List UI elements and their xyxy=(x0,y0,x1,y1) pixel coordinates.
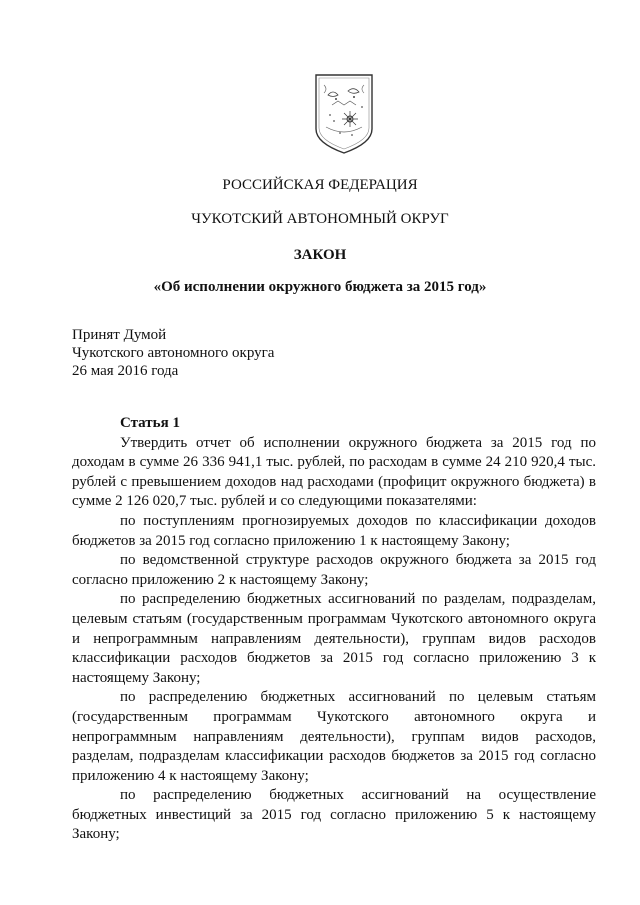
adoption-line-1: Принят Думой xyxy=(72,327,167,343)
country-heading: РОССИЙСКАЯ ФЕДЕРАЦИЯ xyxy=(222,177,418,193)
document-type-heading: ЗАКОН xyxy=(293,247,347,263)
article-title: Статья 1 xyxy=(120,415,180,431)
article-paragraph-2: по поступлениям прогнозируемых доходов по классификации доходов бюджетов за 2015 год согласно приложению 1 к настоящему Закону; xyxy=(72,512,596,549)
article-paragraph-6: по распределению бюджетных ассигнований на осуществление бюджетных инвестиций за 2015 год согласно приложению 5 к настоящему Закону; xyxy=(72,787,596,843)
adoption-block xyxy=(72,326,372,380)
law-title: «Об исполнении окружного бюджета за 2015 год» xyxy=(153,279,487,295)
article-paragraph-4: по распределению бюджетных ассигнований по разделам, подразделам, целевым статьям (государственным программам Чукотского автономного округа и непрограммным направлениям деятельности), группам видов расходов классификации расходов бюджетов за 2015 год согласно приложению 3 к настоящему Закону; xyxy=(72,591,596,686)
adoption-line-2: Чукотского автономного округа xyxy=(72,345,275,361)
article-paragraph-5: по распределению бюджетных ассигнований по целевым статьям (государственным программам Чукотского автономного округа и непрограммным направлениям деятельности), группам видов расходов, разделам, подразделам классификации расходов бюджетов за 2015 год согласно приложению 4 к настоящему Закону; xyxy=(72,689,596,784)
coat-of-arms-icon xyxy=(312,73,376,155)
region-heading: ЧУКОТСКИЙ АВТОНОМНЫЙ ОКРУГ xyxy=(191,211,449,227)
adoption-date: 26 мая 2016 года xyxy=(72,363,179,379)
article-paragraph-3: по ведомственной структуре расходов окружного бюджета за 2015 год согласно приложению 2 к настоящему Закону; xyxy=(72,552,596,588)
article-paragraph-1: Утвердить отчет об исполнении окружного бюджета за 2015 год по доходам в сумме 26 336 941,1 тыс. рублей, по расходам в сумме 24 210 920,4 тыс. рублей с превышением доходов над расходами (профицит окружного бюджета) в сумме 2 126 020,7 тыс. рублей и со следующими показателями: xyxy=(72,434,596,510)
article-body xyxy=(72,414,596,845)
